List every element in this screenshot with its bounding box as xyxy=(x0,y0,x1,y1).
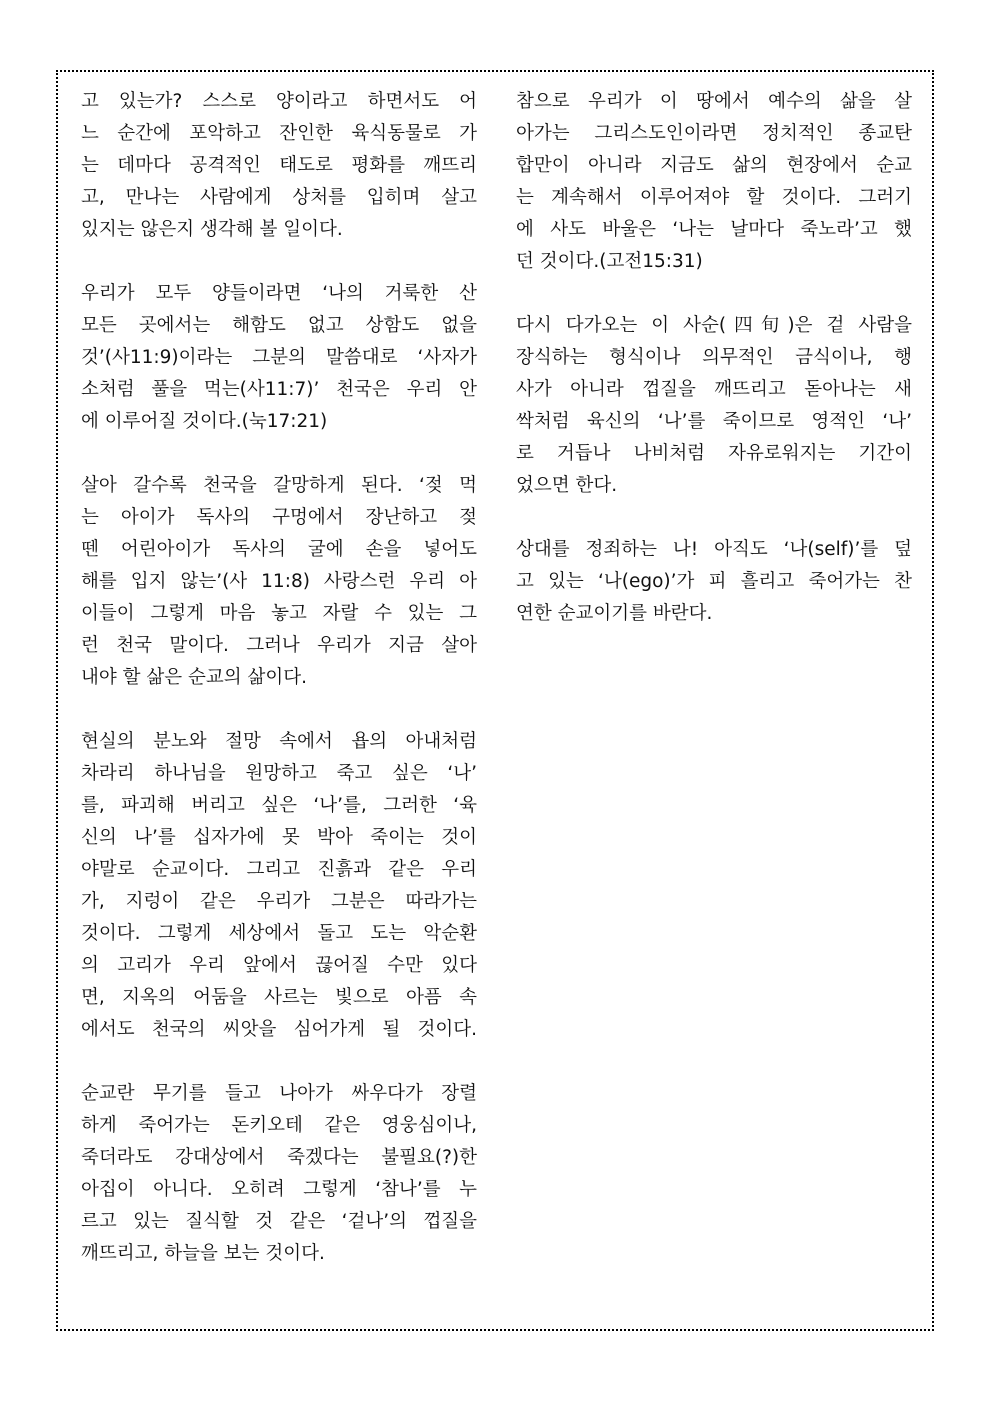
text-line: 해를 입지 않는’(사 11:8) 사랑스런 우리 아 xyxy=(81,571,477,592)
text-line: 는 데마다 공격적인 태도로 평화를 깨뜨리 xyxy=(81,155,477,176)
text-line: 참으로 우리가 이 땅에서 예수의 삶을 살 xyxy=(516,91,912,112)
text-line: 는 계속해서 이루어져야 할 것이다. 그러기 xyxy=(516,187,912,208)
text-line: 상대를 정죄하는 나! 아직도 ‘나(self)’를 덮 xyxy=(516,539,912,560)
text-line: 느 순간에 포악하고 잔인한 육식동물로 가 xyxy=(81,123,477,144)
text-line: 소처럼 풀을 먹는(사11:7)’ 천국은 우리 안 xyxy=(81,379,477,400)
text-line: 에 사도 바울은 ‘나는 날마다 죽노라’고 했 xyxy=(516,219,912,240)
paragraph xyxy=(81,1078,477,1270)
text-line: 아가는 그리스도인이라면 정치적인 종교탄 xyxy=(516,123,912,144)
text-line: 고 있는 ‘나(ego)’가 피 흘리고 죽어가는 찬 xyxy=(516,571,912,592)
text-line: 고 있는가? 스스로 양이라고 하면서도 어 xyxy=(81,91,477,112)
text-line: 내야 할 삶은 순교의 삶이다. xyxy=(81,667,307,688)
paragraph xyxy=(516,86,912,278)
paragraph xyxy=(516,310,912,502)
text-line: 르고 있는 질식할 것 같은 ‘겉나’의 껍질을 xyxy=(81,1211,477,1232)
paragraph xyxy=(81,470,477,694)
text-line: 면, 지옥의 어둠을 사르는 빛으로 아픔 속 xyxy=(81,987,477,1008)
text-line: 순교란 무기를 들고 나아가 싸우다가 장렬 xyxy=(81,1083,477,1104)
text-line: 살아 갈수록 천국을 갈망하게 된다. ‘젖 먹 xyxy=(81,475,477,496)
text-line: 던 것이다.(고전15:31) xyxy=(516,251,703,272)
text-line: 연한 순교이기를 바란다. xyxy=(516,603,713,624)
paragraph xyxy=(81,726,477,1046)
paragraph xyxy=(81,278,477,438)
left-column xyxy=(81,86,477,1302)
text-line: 장식하는 형식이나 의무적인 금식이나, 행 xyxy=(516,347,912,368)
paragraph xyxy=(516,534,912,630)
text-line: 이들이 그렇게 마음 놓고 자랄 수 있는 그 xyxy=(81,603,477,624)
text-line: 깨뜨리고, 하늘을 보는 것이다. xyxy=(81,1243,325,1264)
text-line: 런 천국 말이다. 그러나 우리가 지금 살아 xyxy=(81,635,477,656)
text-line: 모든 곳에서는 해함도 없고 상함도 없을 xyxy=(81,315,477,336)
text-line: 로 거듭나 나비처럼 자유로워지는 기간이 xyxy=(516,443,912,464)
text-line: 우리가 모두 양들이라면 ‘나의 거룩한 산 xyxy=(81,283,477,304)
text-line: 사가 아니라 껍질을 깨뜨리고 돋아나는 새 xyxy=(516,379,912,400)
text-line: 의 고리가 우리 앞에서 끊어질 수만 있다 xyxy=(81,955,477,976)
paragraph xyxy=(81,86,477,246)
text-line: 다시 다가오는 이 사순(四旬)은 겉 사람을 xyxy=(516,315,912,336)
text-line: 차라리 하나님을 원망하고 죽고 싶은 ‘나’ xyxy=(81,763,477,784)
text-line: 를, 파괴해 버리고 싶은 ‘나’를, 그러한 ‘육 xyxy=(81,795,477,816)
text-line: 죽더라도 강대상에서 죽겠다는 불필요(?)한 xyxy=(81,1147,477,1168)
text-line: 싹처럼 육신의 ‘나’를 죽이므로 영적인 ‘나’ xyxy=(516,411,912,432)
text-line: 있지는 않은지 생각해 볼 일이다. xyxy=(81,219,343,240)
text-line: 뗀 어린아이가 독사의 굴에 손을 넣어도 xyxy=(81,539,477,560)
text-line: 는 아이가 독사의 구멍에서 장난하고 젖 xyxy=(81,507,477,528)
text-line: 고, 만나는 사람에게 상처를 입히며 살고 xyxy=(81,187,477,208)
text-line: 현실의 분노와 절망 속에서 욥의 아내처럼 xyxy=(81,731,477,752)
text-line: 합만이 아니라 지금도 삶의 현장에서 순교 xyxy=(516,155,912,176)
text-line: 에서도 천국의 씨앗을 심어가게 될 것이다. xyxy=(81,1019,477,1040)
text-line: 것이다. 그렇게 세상에서 돌고 도는 악순환 xyxy=(81,923,477,944)
text-line: 것’(사11:9)이라는 그분의 말씀대로 ‘사자가 xyxy=(81,347,477,368)
text-line: 아집이 아니다. 오히려 그렇게 ‘참나’를 누 xyxy=(81,1179,477,1200)
text-line: 었으면 한다. xyxy=(516,475,618,496)
text-line: 하게 죽어가는 돈키오테 같은 영웅심이나, xyxy=(81,1115,477,1136)
text-line: 가, 지렁이 같은 우리가 그분은 따라가는 xyxy=(81,891,477,912)
text-line: 신의 나’를 십자가에 못 박아 죽이는 것이 xyxy=(81,827,477,848)
text-line: 에 이루어질 것이다.(눅17:21) xyxy=(81,411,328,432)
right-column xyxy=(516,86,912,662)
text-line: 야말로 순교이다. 그리고 진흙과 같은 우리 xyxy=(81,859,477,880)
